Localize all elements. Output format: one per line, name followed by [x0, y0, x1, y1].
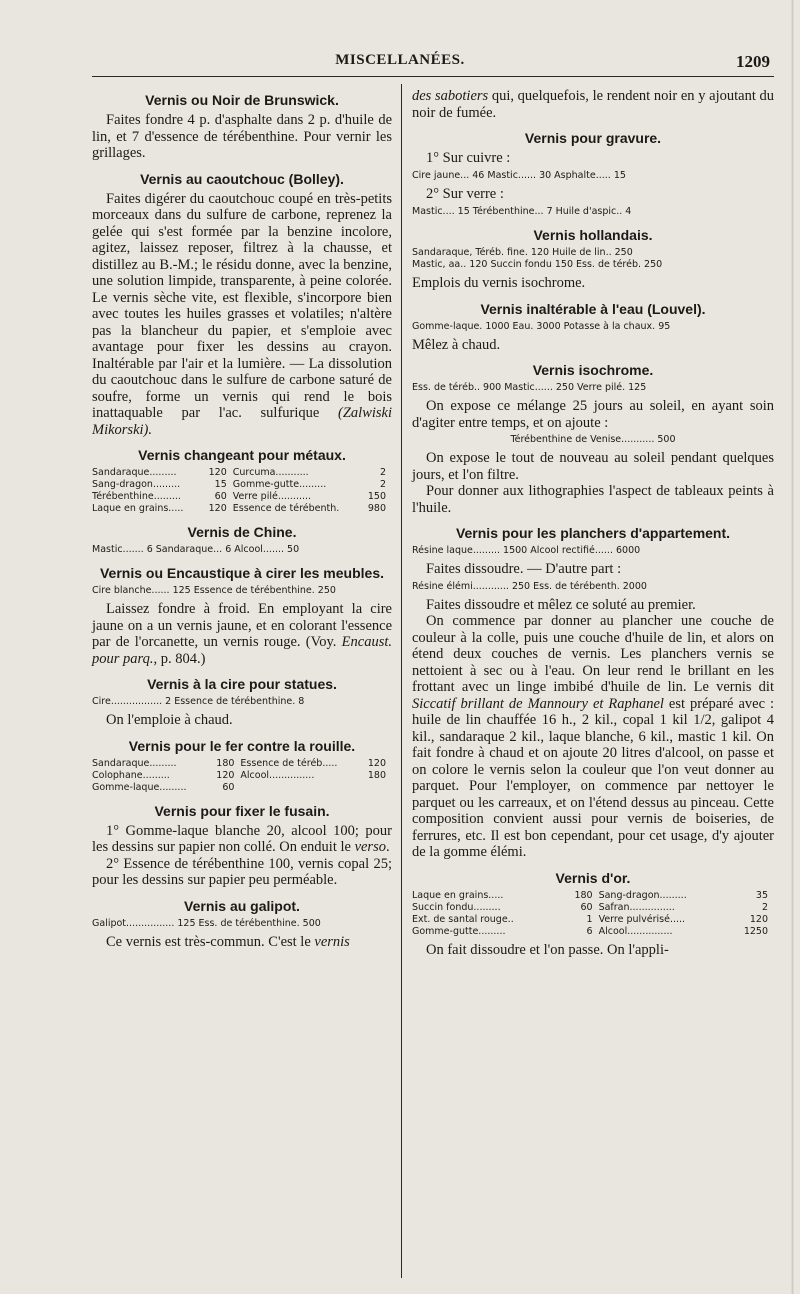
quantity: 120	[749, 913, 768, 925]
quantity: 180	[367, 769, 386, 781]
fusain-item1-a: 1° Gomme-laque blanche 20, alcool 100; pour les dessins sur papier non collé. On enduit le	[92, 822, 392, 855]
paragraph-encaustique	[92, 601, 392, 667]
quantity: 120	[208, 503, 227, 514]
table-row	[92, 758, 392, 770]
section-title-chine: Vernis de Chine.	[187, 524, 297, 540]
quantity: 1250	[743, 925, 768, 937]
ingredient: Sang-dragon.........	[598, 889, 687, 901]
quantity: 120	[208, 467, 227, 478]
paragraph-brunswick: Faites fondre 4 p. d'asphalte dans 2 p. d'huile de lin, et 7 d'essence de térébenthine. Pour vernir les grillages.	[92, 112, 392, 161]
encaustique-reference: Encaust. pour parq.	[92, 634, 392, 667]
encaustique-text-a: Laissez fondre à froid. En employant la cire jaune on a un vernis jaune, et en colorant l'essence par de l'orcanette, un vernis rouge. (Voy.	[92, 601, 392, 650]
encaustique-text-b: , p. 804.)	[153, 650, 206, 667]
recipe-line-chine: Mastic....... 6 Sandaraque... 6 Alcool....... 50	[92, 544, 300, 555]
ingredient: Térébenthine.........	[92, 491, 181, 502]
quantity: 60	[214, 491, 227, 502]
ingredient	[240, 782, 361, 794]
paragraph-isochrome-2: On expose le tout de nouveau au soleil pendant quelques jours, et l'on filtre.	[412, 450, 774, 483]
ingredient: Sang-dragon.........	[92, 479, 181, 490]
quantity: 2	[379, 479, 386, 490]
ingredient: Essence de téréb.....	[240, 757, 338, 769]
ingredient: Curcuma...........	[232, 467, 309, 478]
recipe-line-inalterable: Gomme-laque. 1000 Eau. 3000 Potasse à la chaux. 95	[412, 320, 671, 332]
paragraph-planchers-2: Faites dissoudre et mêlez ce soluté au premier.	[426, 596, 696, 613]
planchers-text-b: est préparé avec : huile de lin chauffée 16 h., 2 kil., copal 1 kil 1/2, galipot 4 kil., sandaraque 2 kil., laque blanche, 6 kil., mastic 1 kil. On fait fondre à chaud et on ajoute 20 litres d'alcool, on passe et on colore le vernis selon la couleur que l'on veut donner au parquet. Pour l'employer, on commence par nettoyer le parquet ou les carreaux, et on l'étend dessus au pinceau. Cette composition convient aussi pour vernis de boiseries, de ferrures, etc. Il est bon cependant, pour cet usage, d'y ajouter de la gomme élémi.	[412, 695, 774, 860]
table-row	[92, 770, 392, 782]
left-column	[92, 86, 392, 950]
ingredient: Laque en grains.....	[92, 503, 184, 514]
paragraph-fusain-2: 2° Essence de térébenthine 100, vernis copal 25; pour les dessins sur papier peu perméable.	[92, 855, 392, 888]
ingredient: Laque en grains.....	[412, 889, 504, 901]
section-title-planchers: Vernis pour les planchers d'appartement.	[455, 525, 731, 541]
ingredient: Gomme-gutte.........	[232, 479, 327, 490]
quantity	[362, 782, 392, 794]
quantity: 15	[214, 479, 227, 490]
recipe-line-venise: Térébenthine de Venise........... 500	[510, 434, 676, 445]
quantity: 1	[586, 913, 593, 925]
quantity: 2	[379, 467, 386, 478]
page-number: 1209	[736, 52, 770, 71]
section-title-inalterable: Vernis inaltérable à l'eau (Louvel).	[480, 300, 706, 317]
paragraph-inalterable: Mêlez à chaud.	[412, 336, 501, 353]
recipe-line-cuivre: Cire jaune... 46 Mastic...... 30 Asphalte..... 15	[412, 170, 626, 181]
table-row	[412, 890, 774, 902]
ingredient: Colophane.........	[92, 769, 170, 781]
recipe-table-changeant	[92, 467, 392, 515]
quantity: 35	[755, 889, 768, 901]
ingredient: Verre pilé...........	[232, 491, 312, 502]
ingredient: Sandaraque.........	[92, 467, 177, 478]
paragraph-isochrome-3: Pour donner aux lithographies l'aspect de tableaux peints à l'huile.	[412, 483, 774, 516]
fusain-item1-italic: verso	[354, 839, 386, 855]
quantity: 180	[574, 889, 593, 901]
planchers-text-a: On commence par donner au plancher une couche de couleur à la colle, puis une couche d'huile de lin, et alors on étend deux couches de vernis. Les planchers vernis se nettoient à sec ou à l'eau. On leur rend le brillant en les frottant avec un linge imbibé d'huile de lin. Le vernis dit	[412, 613, 774, 695]
ingredient: Verre pulvérisé.....	[598, 913, 686, 925]
planchers-italic: Siccatif brillant de Mannoury et Raphanel	[412, 695, 664, 712]
quantity: 120	[216, 769, 235, 781]
paragraph-galipot	[92, 934, 392, 951]
table-row	[92, 782, 392, 794]
section-title-galipot: Vernis au galipot.	[184, 897, 300, 914]
section-title-hollandais: Vernis hollandais.	[533, 227, 653, 243]
ingredient: Gomme-gutte.........	[412, 925, 506, 937]
right-column	[412, 86, 774, 958]
section-title-fusain: Vernis pour fixer le fusain.	[154, 802, 330, 819]
running-title: MISCELLANÉES.	[335, 52, 465, 68]
section-title-changeant: Vernis changeant pour métaux.	[138, 447, 346, 463]
section-title-or: Vernis d'or.	[555, 869, 631, 886]
paragraph-hollandais: Emplois du vernis isochrome.	[412, 275, 586, 291]
recipe-line-galipot: Galipot................ 125 Ess. de térébenthine. 500	[92, 917, 321, 929]
page-edge-shadow	[791, 0, 794, 1294]
caoutchouc-text: Faites digérer du caoutchouc coupé en très-petits morceaux dans du sulfure de carbone, reprenez la gelée qui s'est formée par la benzine incolore, agitez, laissez reposer, filtrez à la chausse, et distillez au B.-M.; le résidu donne, avec la benzine, une solution limpide, transparente, à peine colorée. Le vernis sèche vite, est flexible, s'incorpore bien avec toutes les huiles grasses et volatiles; n'altère pas la blancheur du papier, et s'emploie avec avantage pour fixer les dessins au crayon. Inaltérable par l'air et la lumière. — La dissolution du caoutchouc dans le sulfure de carbone saturé de soufre, forme un vernis qui rend le bois inattaquable par l'ac. sulfurique	[92, 190, 392, 421]
fusain-item1-b: .	[385, 839, 390, 855]
recipe-line-resine-elemi: Résine élémi............ 250 Ess. de térébenth. 2000	[412, 580, 647, 592]
table-row	[92, 491, 392, 503]
subheading-cuivre: 1° Sur cuivre :	[426, 150, 511, 166]
recipe-line-isochrome: Ess. de téréb.. 900 Mastic...... 250 Verre pilé. 125	[412, 382, 647, 393]
table-row	[92, 479, 392, 491]
quantity: 120	[367, 757, 386, 769]
quantity: 150	[367, 491, 386, 502]
recipe-line-resine-laque: Résine laque......... 1500 Alcool rectifié...... 6000	[412, 545, 641, 556]
paragraph-planchers-1: Faites dissoudre. — D'autre part :	[426, 561, 622, 577]
ingredient: Alcool...............	[240, 769, 315, 781]
ingredient: Succin fondu.........	[412, 901, 501, 913]
section-title-brunswick: Vernis ou Noir de Brunswick.	[145, 92, 339, 108]
recipe-line-hollandais-2: Mastic, aa.. 120 Succin fondu 150 Ess. de téréb. 250	[412, 259, 663, 270]
recipe-line-hollandais-1: Sandaraque, Téréb. fine. 120 Huile de lin.. 250	[412, 247, 633, 258]
table-row	[92, 503, 392, 515]
quantity: 180	[216, 757, 235, 769]
paragraph-statues: On l'emploie à chaud.	[106, 712, 233, 728]
subheading-verre: 2° Sur verre :	[426, 186, 504, 202]
section-title-isochrome: Vernis isochrome.	[532, 362, 654, 378]
ingredient: Alcool...............	[598, 925, 673, 937]
page-header	[0, 52, 800, 74]
continuation-italic: des sabotiers	[412, 88, 489, 104]
paragraph-caoutchouc	[92, 191, 392, 439]
column-divider	[401, 84, 402, 1278]
ingredient: Gomme-laque.........	[92, 781, 187, 793]
caoutchouc-credit: (Zalwiski Mikorski).	[92, 405, 393, 438]
quantity: 60	[580, 901, 593, 913]
ingredient: Ext. de santal rouge..	[412, 913, 514, 925]
paragraph-continuation	[412, 88, 774, 121]
table-row	[412, 914, 774, 926]
recipe-line-encaustique: Cire blanche...... 125 Essence de térébenthine. 250	[92, 585, 336, 596]
section-title-statues: Vernis à la cire pour statues.	[147, 676, 337, 692]
paragraph-or: On fait dissoudre et l'on passe. On l'appli-	[426, 941, 669, 958]
recipe-table-fer	[92, 758, 392, 794]
paragraph-fusain-1	[92, 823, 392, 856]
table-row	[412, 926, 774, 938]
quantity: 2	[761, 901, 768, 913]
section-title-encaustique: Vernis ou Encaustique à cirer les meubles.	[99, 565, 384, 581]
header-rule	[92, 76, 774, 77]
section-title-gravure: Vernis pour gravure.	[524, 130, 662, 146]
recipe-table-or	[412, 890, 774, 938]
quantity: 60	[222, 781, 235, 793]
ingredient: Safran...............	[598, 901, 675, 913]
table-row	[412, 902, 774, 914]
recipe-line-statues: Cire................. 2 Essence de térébenthine. 8	[92, 696, 305, 707]
section-title-fer: Vernis pour le fer contre la rouille.	[128, 737, 356, 754]
paragraph-planchers-3	[412, 613, 774, 861]
continuation-text: qui, quelquefois, le rendent noir en y ajoutant du noir de fumée.	[412, 88, 775, 121]
paragraph-isochrome-1: On expose ce mélange 25 jours au soleil, en ayant soin d'agiter entre temps, et on ajoute :	[412, 398, 774, 431]
galipot-italic: vernis	[314, 933, 350, 950]
quantity: 980	[367, 503, 386, 514]
galipot-text: Ce vernis est très-commun. C'est le	[106, 933, 315, 950]
ingredient: Essence de térébenth.	[232, 503, 340, 514]
quantity: 6	[586, 925, 593, 937]
section-title-caoutchouc: Vernis au caoutchouc (Bolley).	[140, 170, 344, 187]
table-row	[92, 467, 392, 479]
recipe-line-verre: Mastic.... 15 Térébenthine... 7 Huile d'aspic.. 4	[412, 206, 632, 217]
ingredient: Sandaraque.........	[92, 757, 177, 769]
